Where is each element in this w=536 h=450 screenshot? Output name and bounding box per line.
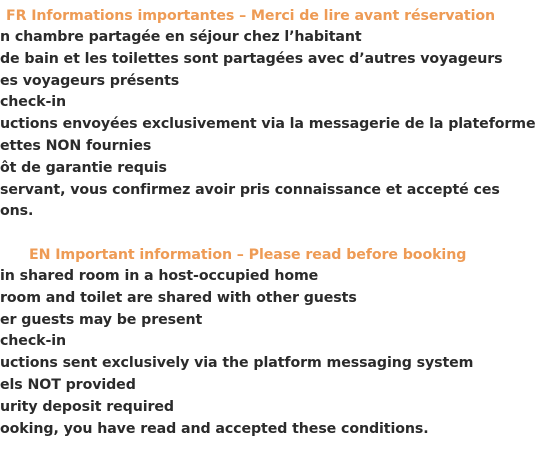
french-line: ettes NON fournies (0, 137, 152, 154)
english-line: ooking, you have read and accepted these conditions. (0, 420, 429, 437)
french-line: ons. (0, 203, 34, 220)
french-line: ôt de garantie requis (0, 159, 167, 176)
french-line: n chambre partagée en séjour chez l’habitant (0, 29, 362, 45)
english-line: in shared room in a host-occupied home (0, 268, 319, 284)
english-line: urity deposit required (0, 398, 174, 415)
english-line: er guests may be present (0, 311, 203, 328)
french-line: de bain et les toilettes sont partagées avec d’autres voyageurs (0, 50, 503, 67)
english-heading: EN Important information – Please read before booking (29, 247, 467, 263)
english-line: check-in (0, 333, 67, 350)
english-section (0, 244, 473, 440)
french-line: es voyageurs présents (0, 72, 180, 89)
french-line: check-in (0, 94, 67, 111)
english-line: els NOT provided (0, 376, 136, 393)
french-line: servant, vous confirmez avoir pris connaissance et accepté ces (0, 181, 500, 198)
english-line: room and toilet are shared with other guests (0, 289, 357, 306)
french-heading: FR Informations importantes – Merci de lire avant réservation (6, 8, 495, 24)
french-section (0, 5, 536, 223)
french-line: uctions envoyées exclusivement via la messagerie de la plateforme (0, 116, 536, 133)
english-line: uctions sent exclusively via the platform messaging system (0, 355, 474, 372)
